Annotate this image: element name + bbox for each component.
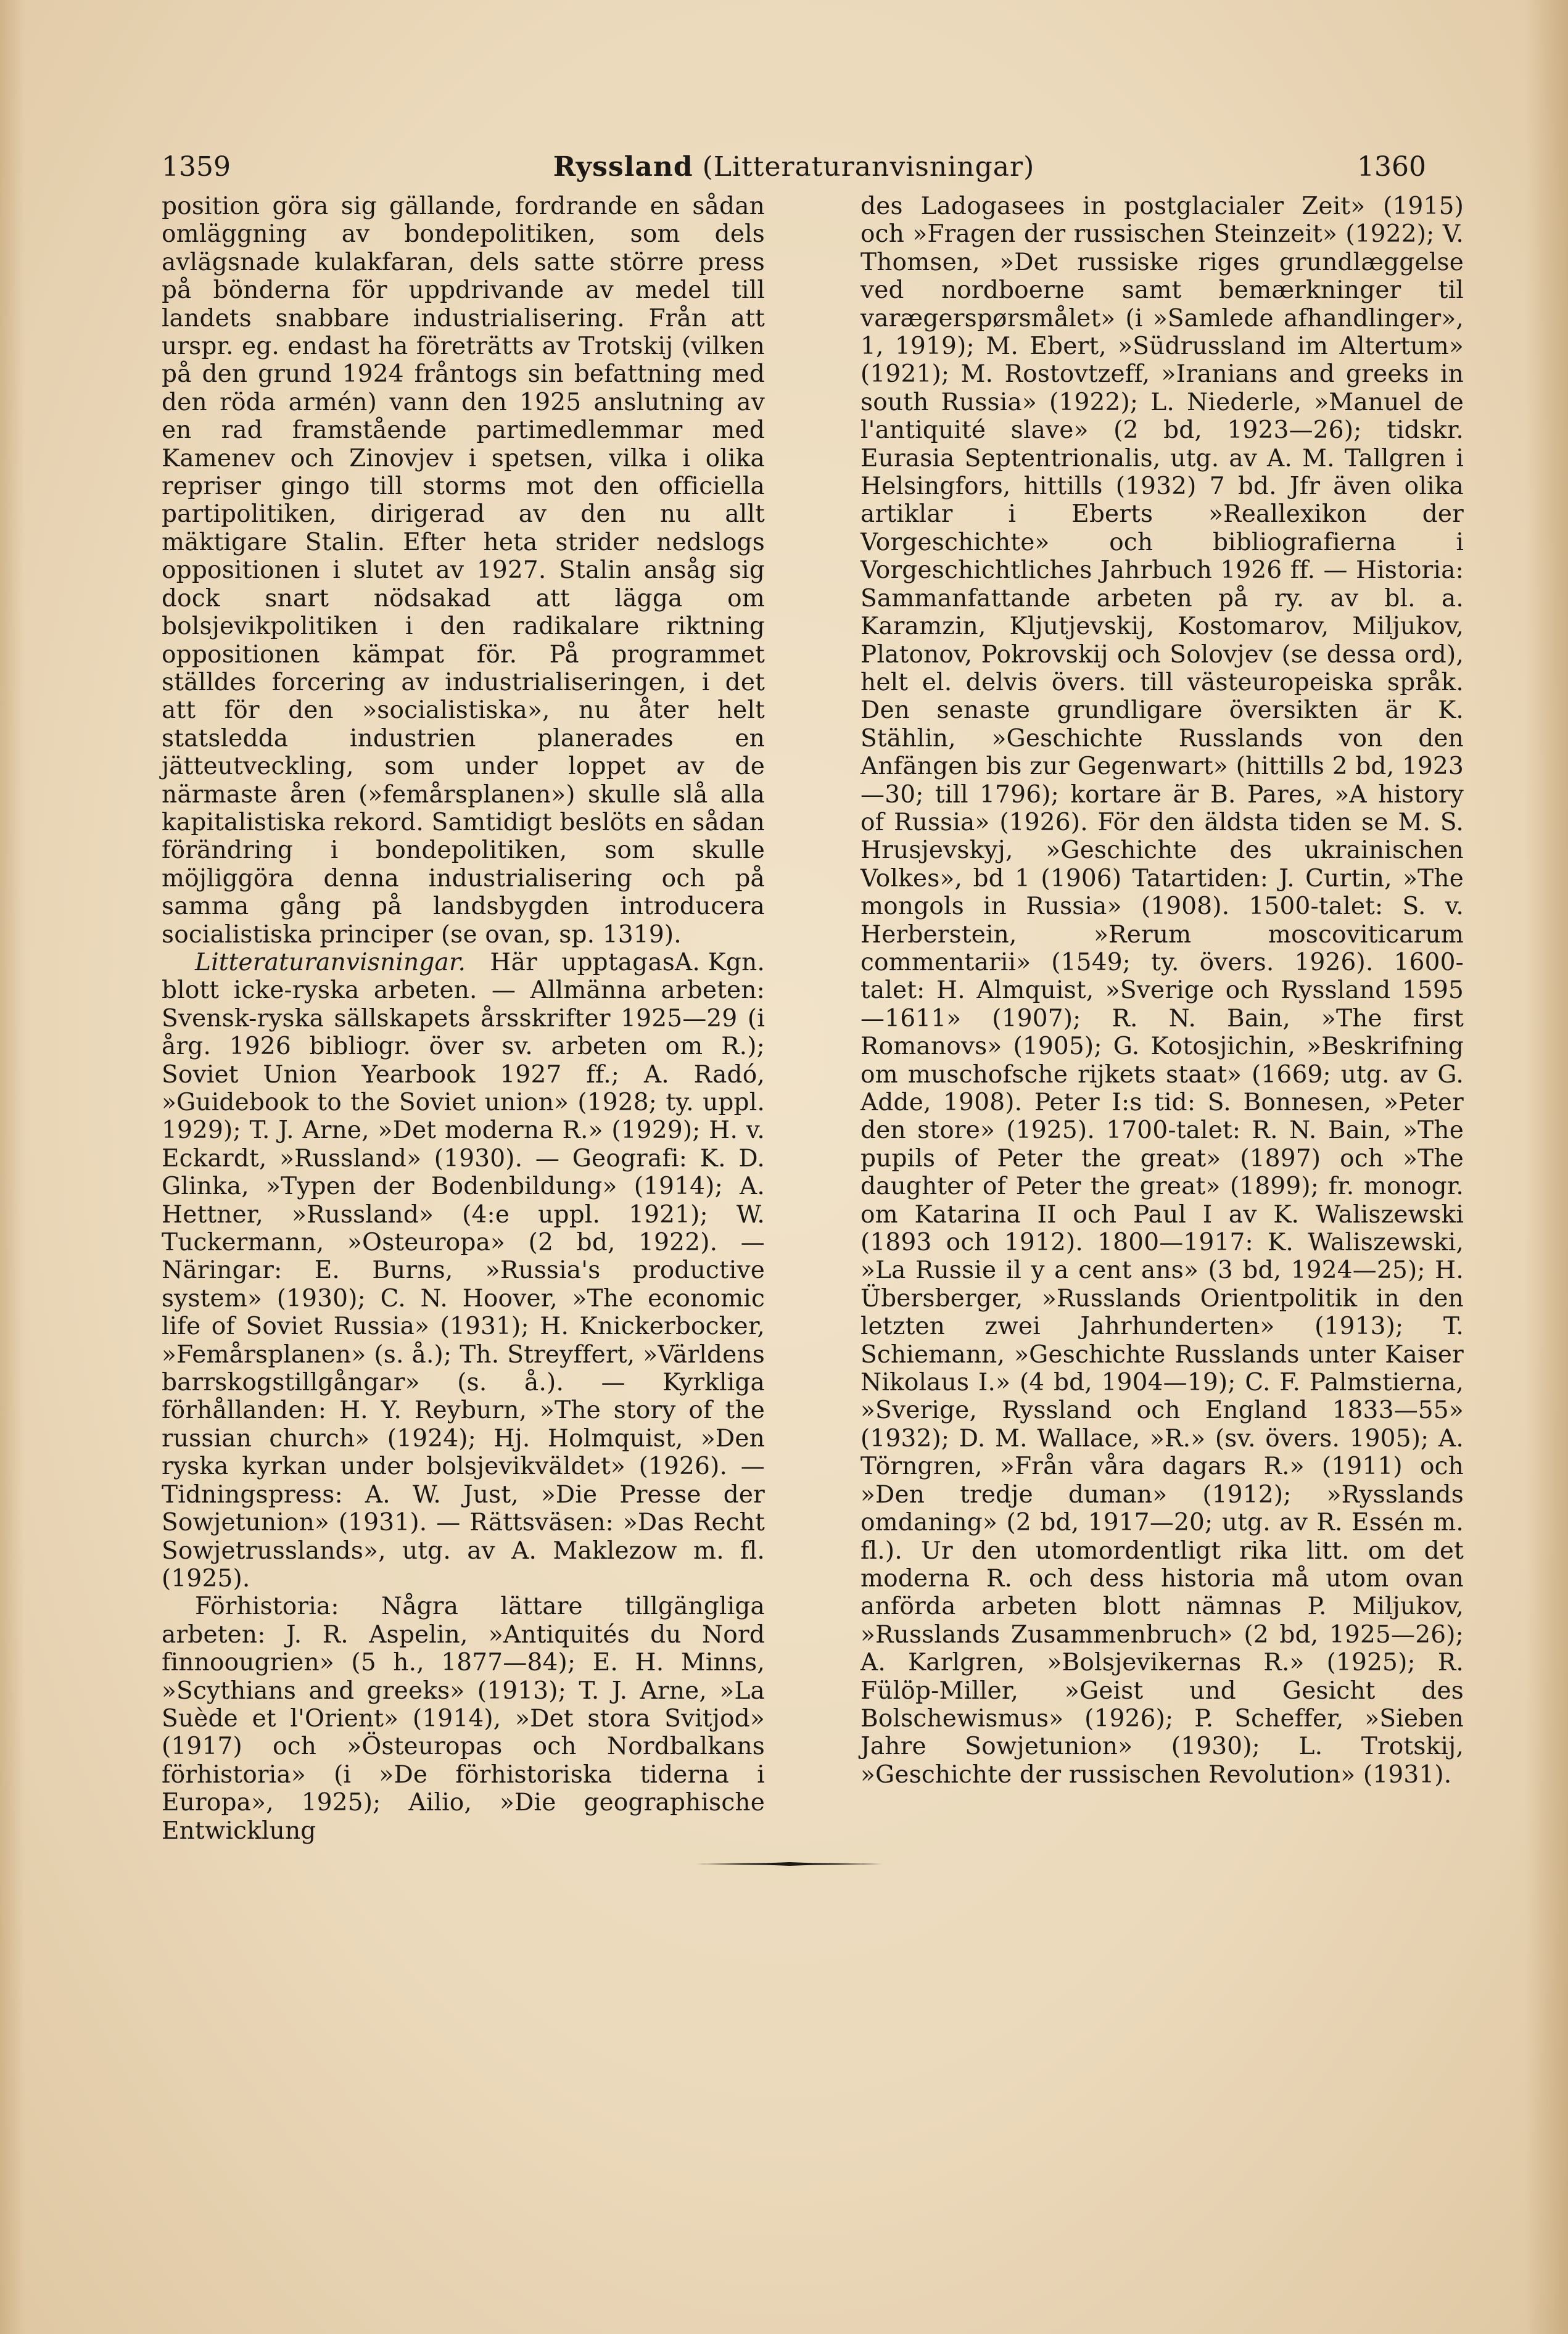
page-number-left: 1359	[162, 151, 231, 183]
section-heading-litteraturanvisningar: Litteraturanvisningar.	[195, 948, 466, 976]
left-paragraph-1-text: position göra sig gällande, fordrande en sådan omläggning av bondepolitiken, som dels avlägsnade kulakfaran, dels satte större press på bönderna för uppdrivande av medel till landets snabbare industrialisering. Från att urspr. eg. endast ha företrätts av Trotskij (vilken på den grund 1924 fråntogs sin befattning med den röda armén) vann den 1925 anslutning av en rad framstående partimedlemmar med Kamenev och Zinovjev i spetsen, vilka i olika repriser gingo till storms mot den officiella partipolitiken, dirigerad av den nu allt mäktigare Stalin. Efter heta strider nedslogs oppositionen i slutet av 1927. Stalin ansåg sig dock snart nödsakad att lägga om bolsjevikpolitiken i den radikalare riktning oppositionen kämpat för. På programmet ställdes forcering av industrialiseringen, i det att för den »socialistiska», nu åter helt statsledda industrien planerades en jätteutveckling, som under loppet av de närmaste åren (»femårsplanen») skulle slå alla kapitalistiska rekord. Samtidigt beslöts en sådan förändring i bondepolitiken, som skulle möjliggöra denna industrialisering och på samma gång på landsbygden introducera socialistiska principer (se ovan, sp. 1319).	[162, 192, 765, 949]
left-paragraph-2-text: Här upptagas blott icke-ryska arbeten. — Allmänna arbeten: Svensk-ryska sällskapets årsskrifter 1925—29 (i årg. 1926 bibliogr. över sv. arbeten om R.); Soviet Union Yearbook 1927 ff.; A. Radó, »Guidebook to the Soviet union» (1928; ty. uppl. 1929); T. J. Arne, »Det moderna R.» (1929); H. v. Eckardt, »Russland» (1930). — Geografi: K. D. Glinka, »Typen der Bodenbildung» (1914); A. Hettner, »Russland» (4:e uppl. 1921); W. Tuckermann, »Osteuropa» (2 bd, 1922). — Näringar: E. Burns, »Russia's productive system» (1930); C. N. Hoover, »The economic life of Soviet Russia» (1931); H. Knickerbocker, »Femårsplanen» (s. å.); Th. Streyffert, »Världens barrskogstillgångar» (s. å.). — Kyrkliga förhållanden: H. Y. Reyburn, »The story of the russian church» (1924); Hj. Holmquist, »Den ryska kyrkan under bolsjevikväldet» (1926). — Tidningspress: A. W. Just, »Die Presse der Sowjetunion» (1931). — Rättsväsen: »Das Recht Sowjetrusslands», utg. av A. Maklezow m. fl. (1925).	[162, 948, 765, 1593]
page-header	[162, 146, 1426, 189]
left-column	[162, 192, 765, 1845]
running-title	[162, 146, 1426, 189]
left-paragraph-2	[162, 949, 765, 1593]
right-paragraph-1: des Ladogasees in postglacialer Zeit» (1915) och »Fragen der russischen Steinzeit» (1922); V. Thomsen, »Det russiske riges grundlæggelse ved nordboerne samt bemærkninger til varægerspørsmålet» (i »Samlede afhandlinger», 1, 1919); M. Ebert, »Südrussland im Altertum» (1921); M. Rostovtzeff, »Iranians and greeks in south Russia» (1922); L. Niederle, »Manuel de l'antiquité slave» (2 bd, 1923—26); tidskr. Eurasia Septentrionalis, utg. av A. M. Tallgren i Helsingfors, hittills (1932) 7 bd. Jfr även olika artiklar i Eberts »Reallexikon der Vorgeschichte» och bibliografierna i Vorgeschichtliches Jahrbuch 1926 ff. — Historia: Sammanfattande arbeten på ry. av bl. a. Karamzin, Kljutjevskij, Kostomarov, Miljukov, Platonov, Pokrovskij och Solovjev (se dessa ord), helt el. delvis övers. till västeuropeiska språk. Den senaste grundligare översikten är K. Stählin, »Geschichte Russlands von den Anfängen bis zur Gegenwart» (hittills 2 bd, 1923—30; till 1796); kortare är B. Pares, »A history of Russia» (1926). För den äldsta tiden se M. S. Hrusjevskyj, »Geschichte des ukrainischen Volkes», bd 1 (1906) Tatartiden: J. Curtin, »The mongols in Russia» (1908). 1500-talet: S. v. Herberstein, »Rerum moscoviticarum commentarii» (1549; ty. övers. 1926). 1600-talet: H. Almquist, »Sverige och Ryssland 1595—1611» (1907); R. N. Bain, »The first Romanovs» (1905); G. Kotosjichin, »Beskrifning om muschofsche rijkets staat» (1669; utg. av G. Adde, 1908). Peter I:s tid: S. Bonnesen, »Peter den store» (1925). 1700-talet: R. N. Bain, »The pupils of Peter the great» (1897) och »The daughter of Peter the great» (1899); fr. monogr. om Katarina II och Paul I av K. Waliszewski (1893 och 1912). 1800—1917: K. Waliszewski, »La Russie il y a cent ans» (3 bd, 1924—25); H. Übersberger, »Russlands Orientpolitik in den letzten zwei Jahrhunderten» (1913); T. Schiemann, »Geschichte Russlands unter Kaiser Nikolaus I.» (4 bd, 1904—19); C. F. Palmstierna, »Sverige, Ryssland och England 1833—55» (1932); D. M. Wallace, »R.» (sv. övers. 1905); A. Törngren, »Från våra dagars R.» (1911) och »Den tredje duman» (1912); »Rysslands omdaning» (2 bd, 1917—20; utg. av R. Essén m. fl.). Ur den utomordentligt rika litt. om det moderna R. och dess historia må utom ovan anförda arbeten blott nämnas P. Miljukov, »Russlands Zusammenbruch» (2 bd, 1925—26); A. Karlgren, »Bolsjevikernas R.» (1925); R. Fülöp-Miller, »Geist und Gesicht des Bolschewismus» (1926); P. Scheffer, »Sieben Jahre Sowjetunion» (1930); L. Trotskij, »Geschichte der russischen Revolution» (1931).	[860, 192, 1464, 1789]
left-paragraph-3: Förhistoria: Några lättare tillgängliga arbeten: J. R. Aspelin, »Antiquités du Nord finnoougrien» (5 h., 1877—84); E. H. Minns, »Scythians and greeks» (1913); T. J. Arne, »La Suède et l'Orient» (1914), »Det stora Svitjod» (1917) och »Östeuropas och Nordbalkans förhistoria» (i »De förhistoriska tiderna i Europa», 1925); Ailio, »Die geographische Entwicklung	[162, 1593, 765, 1845]
author-signature: A. Kgn.	[675, 948, 765, 976]
page-edge-shadow-left	[0, 0, 25, 2334]
right-column	[860, 192, 1464, 1789]
running-title-rest: (Litteraturanvisningar)	[693, 151, 1035, 183]
running-title-bold: Ryssland	[553, 151, 693, 183]
page-number-right: 1360	[1357, 151, 1426, 183]
page-edge-shadow-right	[1525, 0, 1568, 2334]
end-ornament-svg	[697, 1860, 882, 1868]
